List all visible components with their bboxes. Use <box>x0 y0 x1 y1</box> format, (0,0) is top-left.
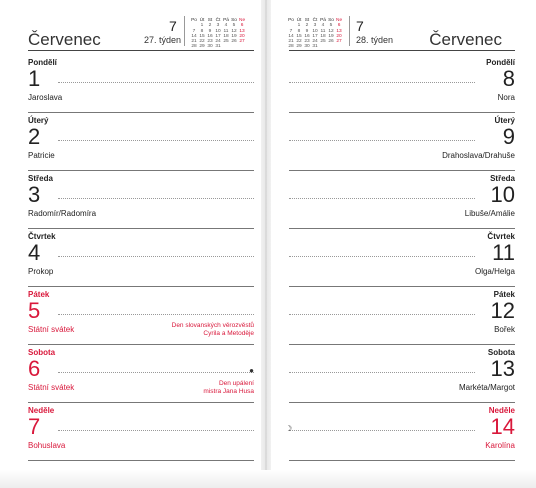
mini-calendar-date: 6 <box>240 23 244 29</box>
mini-calendar-date: 31 <box>312 44 318 50</box>
mini-calendar-date: 29 <box>199 44 205 50</box>
mini-calendar-weekday: Čt <box>312 18 318 23</box>
full-moon-icon: ● <box>249 366 254 375</box>
holiday-note: Den upálení mistra Jana Husa <box>203 380 254 395</box>
week-label: 28. týden <box>356 35 394 45</box>
weekday-name: Pondělí <box>28 58 57 67</box>
day-row <box>28 55 254 113</box>
mini-calendar-date: 2 <box>208 23 212 29</box>
mini-calendar-date <box>335 44 343 49</box>
mini-calendar-date: 8 <box>297 28 301 34</box>
mini-calendar-date: 27 <box>336 39 342 45</box>
mini-calendar-date: 28 <box>288 44 294 50</box>
mini-calendar-date <box>238 44 246 49</box>
mini-calendar-date: 30 <box>207 44 213 50</box>
day-number: 11 <box>492 240 515 265</box>
mini-calendar <box>190 18 246 50</box>
mini-calendar-date: 9 <box>305 28 309 34</box>
mini-calendar-date <box>222 44 230 49</box>
mini-calendar-date: 15 <box>199 33 205 39</box>
mini-calendar-date: 19 <box>231 33 237 39</box>
writing-line <box>58 430 254 431</box>
mini-calendar-date: 20 <box>239 33 245 39</box>
writing-line <box>289 82 475 83</box>
mini-calendar-date: 13 <box>336 28 342 34</box>
day-number: 2 <box>28 124 41 149</box>
mini-calendar-date: 22 <box>296 39 302 45</box>
mini-calendar-date: 11 <box>320 28 326 34</box>
day-number: 12 <box>490 298 515 323</box>
left-page <box>6 0 261 470</box>
mini-calendar-date: 6 <box>337 23 341 29</box>
weekday-name: Pátek <box>28 290 50 299</box>
mini-calendar-date: 30 <box>304 44 310 50</box>
mini-calendar-weekday: Po <box>191 18 197 23</box>
mini-calendar-date: 26 <box>328 39 334 45</box>
mini-calendar-date: 1 <box>200 23 204 29</box>
day-row <box>28 113 254 171</box>
weekday-name: Středa <box>28 174 53 183</box>
day-row <box>28 287 254 345</box>
day-number: 6 <box>28 356 41 381</box>
mini-calendar-date: 5 <box>232 23 236 29</box>
writing-line <box>289 314 475 315</box>
mini-calendar-weekday: Pá <box>320 18 326 23</box>
right-page <box>271 0 526 470</box>
day-number: 10 <box>490 182 515 207</box>
nameday: Markéta/Margot <box>458 383 515 392</box>
writing-line <box>58 82 254 83</box>
mini-calendar-date: 29 <box>296 44 302 50</box>
mini-calendar-weekday: St <box>304 18 310 23</box>
mini-calendar-date: 18 <box>320 33 326 39</box>
mini-calendar-date: 13 <box>239 28 245 34</box>
mini-calendar-date: 24 <box>312 39 318 45</box>
day-rule <box>28 460 254 461</box>
weekday-name: Pátek <box>493 290 515 299</box>
mini-calendar-weekday: Út <box>296 18 302 23</box>
weekday-name: Úterý <box>494 116 515 125</box>
writing-line <box>58 372 254 373</box>
divider <box>184 16 185 46</box>
day-number: 4 <box>28 240 41 265</box>
weekday-name: Středa <box>490 174 515 183</box>
mini-calendar-date: 10 <box>215 28 221 34</box>
mini-calendar-date: 12 <box>231 28 237 34</box>
day-row <box>28 403 254 461</box>
day-number: 9 <box>502 124 515 149</box>
nameday: Patricie <box>28 151 55 160</box>
divider <box>349 16 350 46</box>
mini-calendar-date: 23 <box>304 39 310 45</box>
last-quarter-moon-icon: ☽ <box>285 424 293 433</box>
mini-calendar-date: 9 <box>208 28 212 34</box>
nameday: Drahoslava/Drahuše <box>442 151 515 160</box>
nameday: Jaroslava <box>28 93 63 102</box>
writing-line <box>58 256 254 257</box>
mini-calendar-date: 16 <box>304 33 310 39</box>
month-title: Červenec <box>28 30 101 49</box>
day-number: 3 <box>28 182 41 207</box>
weekday-name: Čtvrtek <box>487 232 515 241</box>
day-number: 8 <box>502 66 515 91</box>
header-rule <box>28 50 254 51</box>
mini-calendar-date: 12 <box>328 28 334 34</box>
day-number: 5 <box>28 298 41 323</box>
weekday-name: Pondělí <box>486 58 515 67</box>
weekday-name: Sobota <box>28 348 56 357</box>
mini-calendar-date: 15 <box>296 33 302 39</box>
mini-calendar-date: 27 <box>239 39 245 45</box>
day-row <box>28 171 254 229</box>
nameday: Radomír/Radomíra <box>28 209 97 218</box>
day-number: 13 <box>490 356 515 381</box>
mini-calendar-weekday: Pá <box>223 18 229 23</box>
day-number: 14 <box>490 414 515 439</box>
mini-calendar-date: 18 <box>223 33 229 39</box>
mini-calendar-date: 14 <box>288 33 294 39</box>
mini-calendar-date: 21 <box>288 39 294 45</box>
writing-line <box>289 198 475 199</box>
day-row <box>289 55 515 113</box>
nameday: Bořek <box>494 325 515 334</box>
mini-calendar-date: 17 <box>215 33 221 39</box>
mini-calendar-weekday: St <box>207 18 213 23</box>
header-rule <box>289 50 515 51</box>
mini-calendar-weekday: Ne <box>239 18 246 23</box>
writing-line <box>289 430 475 431</box>
mini-calendar-weekday: Po <box>288 18 294 23</box>
mini-calendar-date: 5 <box>329 23 333 29</box>
writing-line <box>58 140 254 141</box>
nameday: Olga/Helga <box>474 267 515 276</box>
mini-calendar-date: 19 <box>328 33 334 39</box>
mini-calendar-date: 8 <box>200 28 204 34</box>
writing-line <box>58 198 254 199</box>
mini-calendar-date: 3 <box>313 23 317 29</box>
mini-calendar-weekday: Út <box>199 18 205 23</box>
day-row <box>285 403 515 461</box>
week-number: 7 <box>169 18 177 34</box>
mini-calendar-date: 7 <box>192 28 196 34</box>
nameday: Bohuslava <box>28 441 66 450</box>
mini-calendar-date: 4 <box>224 23 228 29</box>
mini-calendar <box>287 18 343 50</box>
day-row <box>289 113 515 171</box>
mini-calendar-date: 28 <box>191 44 197 50</box>
mini-calendar-date: 24 <box>215 39 221 45</box>
nameday: Státní svátek <box>28 383 75 392</box>
day-rule <box>289 460 515 461</box>
mini-calendar-body <box>190 23 246 49</box>
mini-calendar-date: 4 <box>321 23 325 29</box>
weekday-name: Neděle <box>488 406 515 415</box>
mini-calendar-weekday: Čt <box>215 18 221 23</box>
mini-calendar-date: 25 <box>223 39 229 45</box>
nameday: Státní svátek <box>28 325 75 334</box>
weekday-name: Neděle <box>28 406 55 415</box>
writing-line <box>289 256 475 257</box>
mini-calendar-date: 14 <box>191 33 197 39</box>
week-label: 27. týden <box>144 35 182 45</box>
day-number: 7 <box>28 414 41 439</box>
mini-calendar-date: 3 <box>216 23 220 29</box>
nameday: Karolína <box>485 441 515 450</box>
day-number: 1 <box>28 66 41 91</box>
nameday: Libuše/Amálie <box>464 209 515 218</box>
mini-calendar-weekday: So <box>328 18 334 23</box>
writing-line <box>58 314 254 315</box>
weekday-name: Čtvrtek <box>28 232 56 241</box>
mini-calendar-date <box>319 44 327 49</box>
mini-calendar-body <box>287 23 343 49</box>
mini-calendar-date: 22 <box>199 39 205 45</box>
day-row <box>289 287 515 345</box>
mini-calendar-date <box>230 44 238 49</box>
day-row <box>28 345 254 403</box>
writing-line <box>289 140 475 141</box>
mini-calendar-weekday: Ne <box>336 18 343 23</box>
month-title: Červenec <box>429 30 502 49</box>
mini-calendar-date: 20 <box>336 33 342 39</box>
mini-calendar-date: 11 <box>223 28 229 34</box>
day-row <box>28 229 254 287</box>
holiday-note: Den slovanských věrozvěstů Cyrila a Metoděje <box>171 322 254 337</box>
mini-calendar-date: 10 <box>312 28 318 34</box>
mini-calendar-date: 1 <box>297 23 301 29</box>
day-row <box>289 345 515 403</box>
mini-calendar-weekday: So <box>231 18 237 23</box>
mini-calendar-date: 23 <box>207 39 213 45</box>
week-number: 7 <box>356 18 364 34</box>
page-edge <box>0 470 536 488</box>
mini-calendar-date: 21 <box>191 39 197 45</box>
mini-calendar-date <box>327 44 335 49</box>
weekday-name: Sobota <box>487 348 515 357</box>
weekday-name: Úterý <box>28 116 49 125</box>
day-row <box>289 229 515 287</box>
mini-calendar-date: 16 <box>207 33 213 39</box>
writing-line <box>289 372 475 373</box>
mini-calendar-date: 26 <box>231 39 237 45</box>
mini-calendar-date: 31 <box>215 44 221 50</box>
day-row <box>289 171 515 229</box>
mini-calendar-date: 17 <box>312 33 318 39</box>
mini-calendar-date: 2 <box>305 23 309 29</box>
nameday: Prokop <box>28 267 54 276</box>
mini-calendar-date: 7 <box>289 28 293 34</box>
mini-calendar-date: 25 <box>320 39 326 45</box>
nameday: Nora <box>497 93 515 102</box>
